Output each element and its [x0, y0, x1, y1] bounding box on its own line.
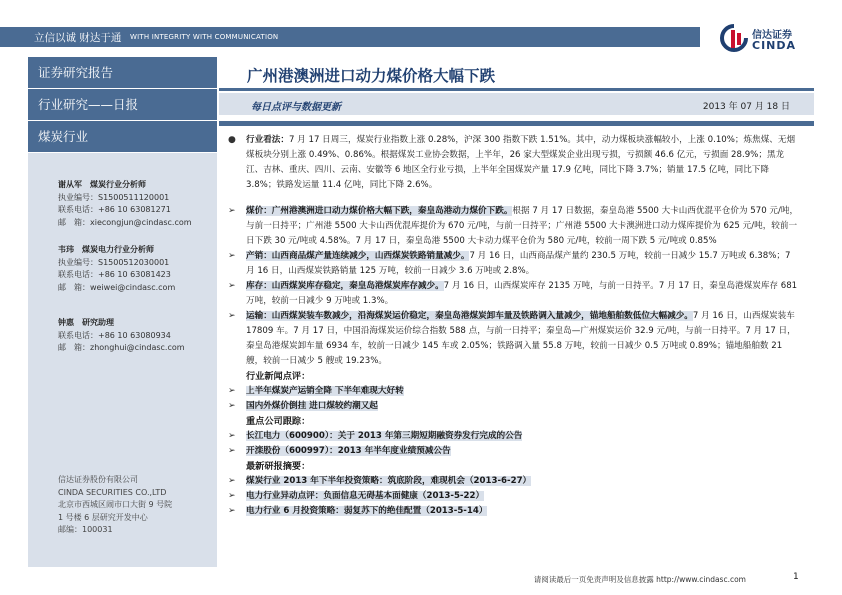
divider [219, 88, 814, 91]
analyst-phone: 联系电话：+86 10 63080934 [58, 330, 171, 340]
analyst-email: 邮 箱：xiecongjun@cindasc.com [58, 217, 192, 227]
paragraph [225, 279, 800, 309]
analyst-name: 钟惠 研究助理 [58, 318, 114, 327]
company-address: 北京市西城区闹市口大街 9 号院 [58, 500, 173, 509]
analyst-email: 邮 箱：weiwei@cindasc.com [58, 282, 176, 292]
arrow-icon: ➢ [228, 491, 236, 501]
report-item [225, 474, 800, 489]
arrow-icon: ➢ [228, 446, 236, 456]
report-item-text: 电力行业异动点评：负面信息无碍基本面健康（2013-5-22） [246, 491, 485, 501]
footer-note: 请阅读最后一页免责声明及信息披露 http://www.cindasc.com [533, 575, 746, 584]
analyst-phone: 联系电话：+86 10 63081271 [58, 205, 171, 214]
news-item-text: 上半年煤炭产运销全降 下半年难现大好转 [246, 386, 404, 396]
company-item [225, 444, 800, 459]
paragraph [225, 204, 800, 249]
report-item-text: 电力行业 6 月投资策略：弱复苏下的绝佳配置（2013-5-14） [246, 506, 488, 516]
page-number: 1 [793, 572, 799, 582]
sidebar [28, 57, 217, 567]
arrow-icon: ➢ [228, 401, 236, 411]
company-item-text: 长江电力（600900）：关于 2013 年第三期短期融资券发行完成的公告 [246, 431, 523, 441]
analyst-phone: 联系电话：+86 10 63081423 [58, 270, 171, 279]
arrow-icon: ➢ [228, 506, 236, 516]
company-info [58, 474, 172, 537]
section-heading: 重点公司跟踪： [246, 416, 311, 427]
band-industry: 煤炭行业 [28, 121, 217, 153]
paragraph-text: 7 月 16 日，山西煤炭库存 2135 万吨，与前一日持平。7 月 17 日，秦皇岛港煤炭库存 681 万吨，较前一日减少 9 万吨或 1.3%。 [246, 281, 798, 306]
cinda-logo-icon [718, 24, 750, 52]
paragraph [225, 249, 800, 279]
analyst-card [58, 244, 175, 294]
bullet-icon: ● [228, 135, 236, 145]
paragraph-text: 7 月 16 日，山西商品煤产量约 230.5 万吨，较前一日减少 15.7 万吨或 6.38%；7 月 16 日，山西煤炭铁路销量 125 万吨，较前一日减少 3.6 万吨或 2.8%。 [246, 251, 791, 276]
arrow-icon: ➢ [228, 251, 236, 261]
arrow-icon: ➢ [228, 431, 236, 441]
company-item [225, 429, 800, 444]
analyst-id: 执业编号：S1500512030001 [58, 257, 170, 267]
paragraph [225, 309, 800, 369]
subtitle-bar [219, 93, 814, 115]
report-item [225, 489, 800, 504]
section-heading: 行业新闻点评： [246, 371, 311, 382]
company-address-2: 1 号楼 6 层研究开发中心 [58, 512, 148, 522]
news-item-text: 国内外煤价倒挂 进口煤较约潮又起 [246, 401, 378, 411]
report-item [225, 504, 800, 519]
report-date: 2013 年 07 月 18 日 [702, 102, 790, 112]
paragraph-lead: 库存：山西煤炭库存稳定，秦皇岛港煤炭库存减少。 [246, 281, 444, 291]
news-item [225, 384, 800, 399]
paragraph-text: 7 月 17 日周三，煤炭行业指数上涨 0.28%，沪深 300 指数下跌 1.51%。其中，动力煤板块涨幅较小，上涨 0.10%；炼焦煤、无烟煤板块分别上涨 0.49%、0.86%。根据煤炭工业协会数据，上半年，26 家大型煤炭企业出现亏损，亏损额 46.6 亿元，亏损面 28.9%；黑龙江、吉林、重庆、四川、云南、安徽等 6 地区全行业亏损，上半年全国煤炭产量 17.9 亿吨，同比下降 3.7%；销量 17.5 亿吨，同比下降 3.8%；铁路发运量 11.4 亿吨，同比下降 2.6%。 [246, 135, 796, 190]
band-research-type: 行业研究——日报 [28, 89, 217, 121]
company-name-en: CINDA SECURITIES CO.,LTD [58, 487, 167, 497]
analyst-card [58, 179, 192, 229]
paragraph-lead: 运输：山西煤炭装车数减少，沿海煤炭运价稳定，秦皇岛港煤炭卸车量及铁路调入量减少，锚地船舶数低位大幅减少。 [246, 311, 693, 321]
report-subtitle: 每日点评与数据更新 [251, 102, 341, 113]
top-banner [0, 27, 700, 47]
analyst-name: 谢从军 煤炭行业分析师 [58, 180, 146, 189]
paragraph-lead: 产销：山西商品煤产量连续减少，山西煤炭铁路销量减少。 [246, 251, 470, 261]
arrow-icon: ➢ [228, 386, 236, 396]
report-body [225, 133, 800, 519]
paragraph-text: 根据 7 月 17 日数据，秦皇岛港 5500 大卡山西优混平仓价为 570 元/吨，与前一日持平；广州港 5500 大卡山西优混库提价为 670 元/吨，与前一日持平；广州港 5500 大卡澳洲进口动力煤库提价为 625 元/吨，较前一日下跌 30 元/吨或 4.58%。7 月 17 日，秦皇岛港 5500 大卡动力煤平仓价为 580 元/吨，较前一周下跌 5 元/吨或 0.85% [246, 206, 799, 246]
slogan: 立信以诚 财达于通 [34, 32, 122, 44]
page-title: 广州港澳洲进口动力煤价格大幅下跌 [247, 67, 496, 85]
paragraph-lead: 煤价：广州港澳洲进口动力煤价格大幅下跌，秦皇岛港动力煤价下跌。 [246, 206, 513, 216]
arrow-icon: ➢ [228, 206, 236, 216]
paragraph [225, 133, 800, 193]
report-item-text: 煤炭行业 2013 年下半年投资策略：筑底阶段，难现机会（2013-6-27） [246, 476, 532, 486]
slogan-en: WITH INTEGRITY WITH COMMUNICATION [130, 33, 279, 41]
paragraph-text: 7 月 16 日，山西煤炭装车 17809 车。7 月 17 日，中国沿海煤炭运价综合指数 588 点，与前一日持平；秦皇岛—广州煤炭运价 32.9 元/吨，与前一日持平。7 月 17 日，秦皇岛港煤炭卸车量 6934 车，较前一日减少 145 车或 2.05%；铁路调入量 55.8 万吨，较前一日减少 0.5 万吨或 0.89%；锚地船舶数 21 艘，较前一日减少 5 艘或 19.23%。 [246, 311, 796, 366]
company-item-text: 开滦股份（600997）：2013 年半年度业绩预减公告 [246, 446, 451, 456]
arrow-icon: ➢ [228, 311, 236, 321]
company-postcode: 邮编：100031 [58, 525, 113, 534]
analyst-id: 执业编号：S1500511120001 [58, 192, 170, 202]
logo-en: CINDA [752, 39, 797, 52]
arrow-icon: ➢ [228, 476, 236, 486]
divider [219, 121, 814, 126]
paragraph-lead: 行业看法： [246, 135, 289, 145]
logo-cn: 信达证券 [752, 30, 792, 41]
section-heading: 最新研报摘要： [246, 461, 311, 472]
company-name-cn: 信达证券股份有限公司 [58, 475, 138, 484]
band-report-type: 证券研究报告 [28, 57, 217, 89]
analyst-email: 邮 箱：zhonghui@cindasc.com [58, 343, 185, 352]
arrow-icon: ➢ [228, 281, 236, 291]
analyst-name: 韦玮 煤炭电力行业分析师 [58, 245, 154, 254]
analyst-card [58, 317, 185, 355]
news-item [225, 399, 800, 414]
cinda-logo [718, 24, 808, 54]
